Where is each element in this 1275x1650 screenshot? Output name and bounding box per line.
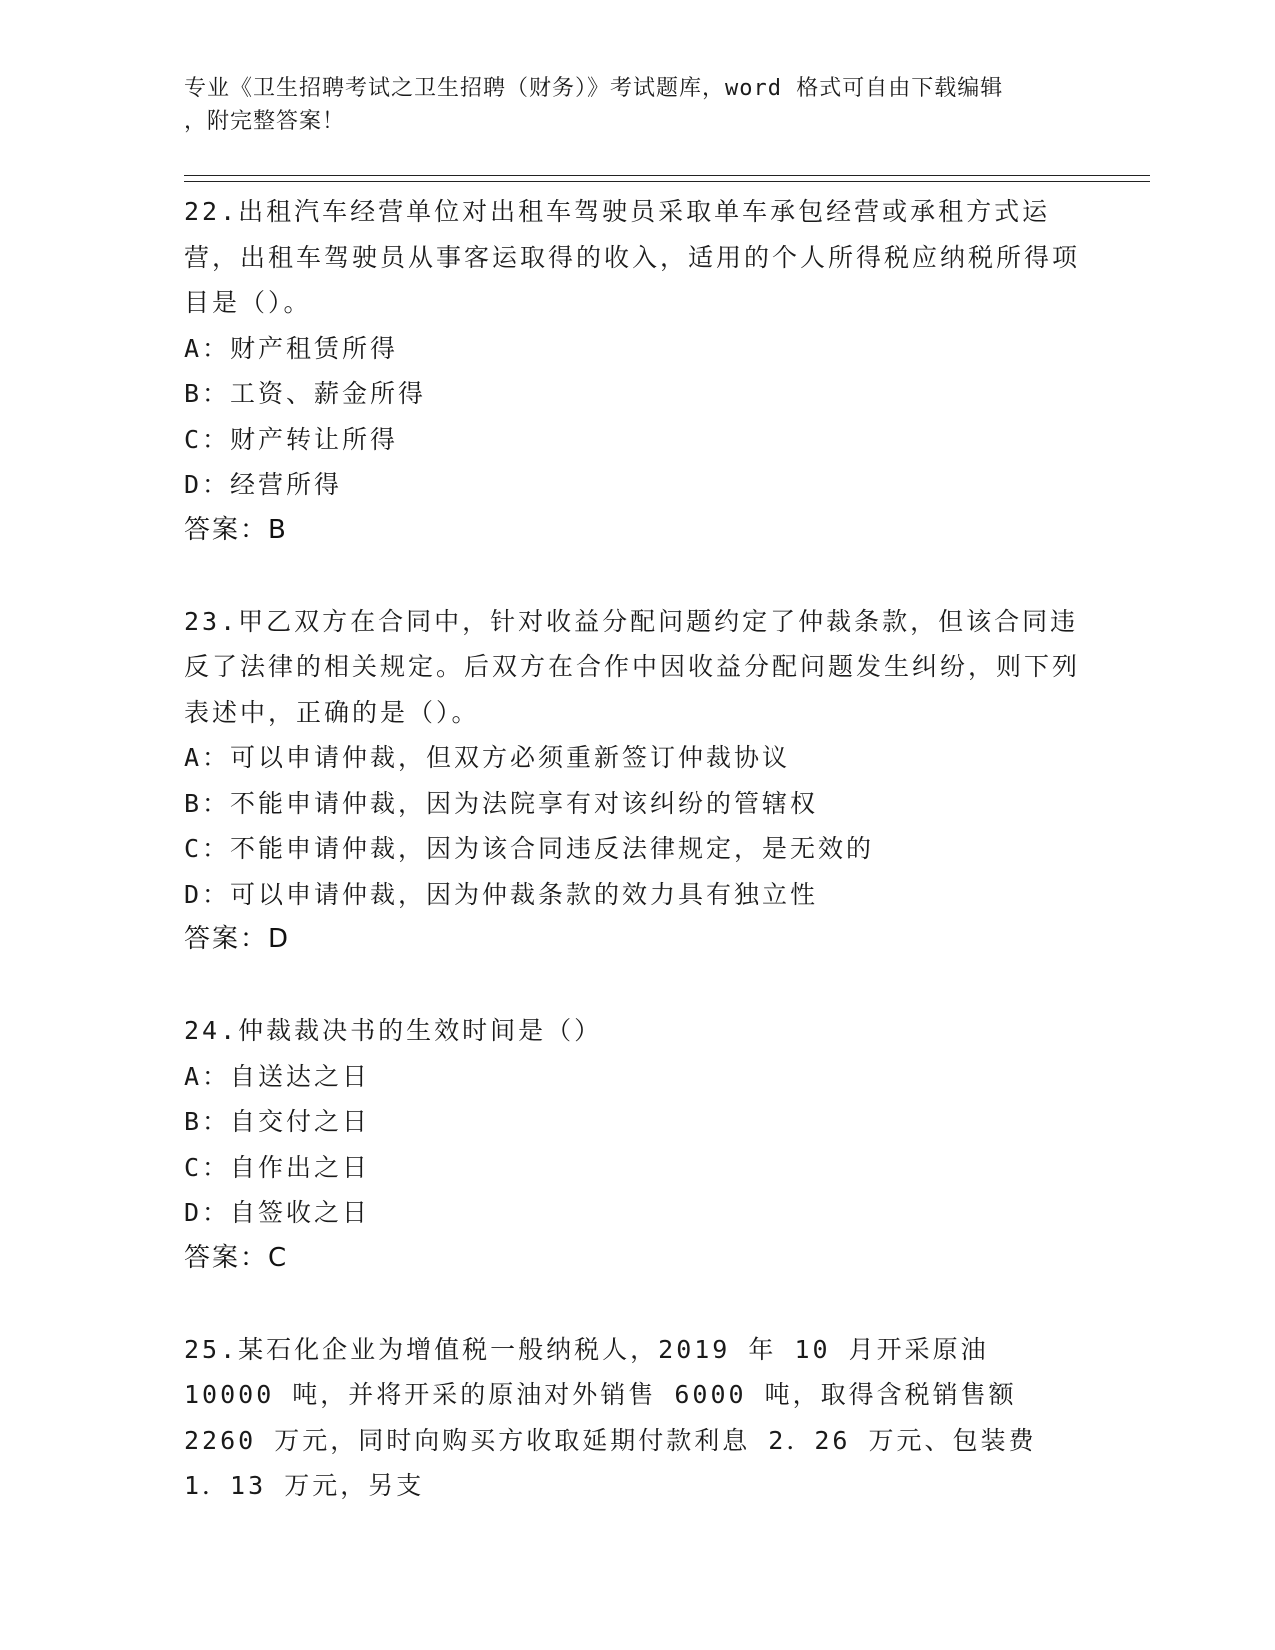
question-22 xyxy=(184,189,1084,553)
option-list xyxy=(184,735,1084,917)
header-rule-bottom xyxy=(184,181,1150,182)
header-rule-top xyxy=(184,175,1150,176)
spacer xyxy=(184,553,1084,599)
option-list xyxy=(184,326,1084,508)
option-d: D：经营所得 xyxy=(184,470,343,499)
option-b: B：自交付之日 xyxy=(184,1107,371,1136)
header-line-2: ，附完整答案！ xyxy=(184,109,346,134)
answer: 答案：B xyxy=(184,514,288,545)
option-c: C：不能申请仲裁，因为该合同违反法律规定，是无效的 xyxy=(184,834,875,863)
header-line-1: 专业《卫生招聘考试之卫生招聘（财务）》考试题库，word 格式可自由下载编辑 xyxy=(184,76,1004,101)
question-23 xyxy=(184,599,1084,963)
spacer xyxy=(184,1281,1084,1327)
question-25 xyxy=(184,1327,1084,1509)
question-24 xyxy=(184,1008,1084,1281)
question-list xyxy=(184,189,1084,1509)
question-text: 24.仲裁裁决书的生效时间是（） xyxy=(184,1016,603,1045)
option-c: C：自作出之日 xyxy=(184,1152,371,1182)
option-list xyxy=(184,1054,1084,1236)
question-text: 25.某石化企业为增值税一般纳税人，2019 年 10 月开采原油 10000 吨，并将开采的原油对外销售 6000 吨，取得含税销售额 2260 万元，同时向购买方收取延期付款利息 2．26 万元、包装费 1．13 万元，另支 xyxy=(184,1334,1037,1500)
option-a: A：可以申请仲裁，但双方必须重新签订仲裁协议 xyxy=(184,743,791,772)
question-text: 22.出租汽车经营单位对出租车驾驶员采取单车承包经营或承租方式运营，出租车驾驶员从事客运取得的收入，适用的个人所得税应纳税所得项目是（）。 xyxy=(184,197,1081,317)
option-b: B：不能申请仲裁，因为法院享有对该纠纷的管辖权 xyxy=(184,788,819,818)
option-d: D：自签收之日 xyxy=(184,1198,371,1227)
option-d: D：可以申请仲裁，因为仲裁条款的效力具有独立性 xyxy=(184,879,819,909)
answer: 答案：D xyxy=(184,924,291,954)
option-c: C：财产转让所得 xyxy=(184,424,399,454)
answer: 答案：C xyxy=(184,1242,289,1273)
document-header xyxy=(184,72,1064,138)
question-text: 23.甲乙双方在合同中，针对收益分配问题约定了仲裁条款，但该合同违反了法律的相关规定。后双方在合作中因收益分配问题发生纠纷，则下列表述中，正确的是（）。 xyxy=(184,606,1081,727)
option-a: A：自送达之日 xyxy=(184,1061,371,1091)
option-a: A：财产租赁所得 xyxy=(184,333,399,363)
option-b: B：工资、薪金所得 xyxy=(184,379,427,408)
spacer xyxy=(184,963,1084,1009)
